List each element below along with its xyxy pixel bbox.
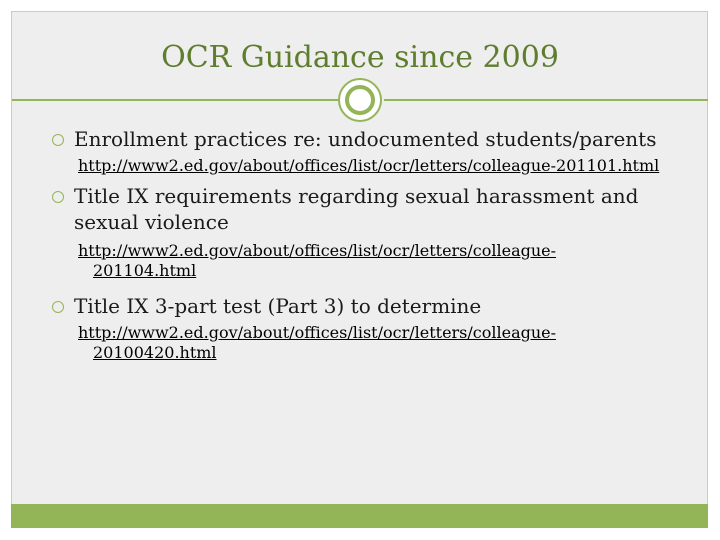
bullet-text: Enrollment practices re: undocumented students/parents [74, 127, 657, 151]
title-divider-left [12, 99, 338, 101]
link-line[interactable]: http://www2.ed.gov/about/offices/list/ocr/letters/colleague-201101.html [78, 156, 660, 175]
bullet-text: Title IX requirements regarding sexual harassment and sexual violence [74, 184, 639, 234]
link-line[interactable]: 201104.html [93, 261, 197, 280]
guidance-link[interactable] [78, 241, 556, 281]
bullet-circle-icon [52, 134, 64, 146]
link-line[interactable]: http://www2.ed.gov/about/offices/list/ocr/letters/colleague- [78, 323, 557, 342]
ring-ornament-icon [338, 78, 382, 122]
footer-bar [11, 504, 708, 528]
link-line[interactable]: http://www2.ed.gov/about/offices/list/ocr/letters/colleague- [78, 241, 557, 260]
guidance-link[interactable] [78, 323, 556, 363]
bullet-circle-icon [52, 301, 64, 313]
title-divider-right [384, 99, 708, 101]
link-line[interactable]: 20100420.html [93, 343, 217, 362]
slide-title: OCR Guidance since 2009 [161, 40, 559, 75]
guidance-link[interactable] [78, 156, 659, 176]
ring-inner-icon [345, 85, 375, 115]
bullet-circle-icon [52, 191, 64, 203]
bullet-text: Title IX 3-part test (Part 3) to determine [74, 294, 482, 318]
